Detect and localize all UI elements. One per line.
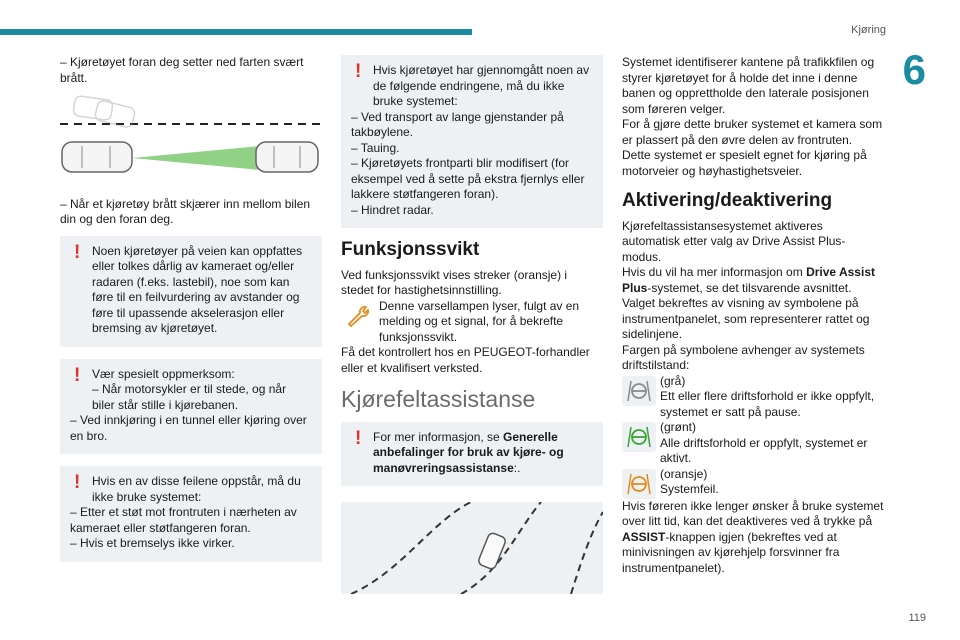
warning-text: – Etter et støt mot frontruten i nærheten av kameraet eller støtfangeren foran. — [70, 505, 297, 535]
page-number: 119 — [908, 612, 926, 624]
section-heading: Funksjonssvikt — [341, 239, 480, 260]
warning-icon: ! — [355, 61, 362, 82]
status-label: (grønt) — [660, 420, 696, 434]
header-accent-bar — [0, 29, 472, 35]
paragraph: For å gjøre dette bruker systemet et kamera som er plassert på den øvre delen av frontruten. — [622, 117, 883, 147]
warning-text: – Ved transport av lange gjenstander på takbøylene. — [351, 109, 564, 139]
paragraph: – Når et kjøretøy brått skjærer inn mellom bilen din og den foran deg. — [60, 196, 311, 226]
chapter-heading: Kjørefeltassistanse — [341, 386, 536, 412]
warning-icon: ! — [355, 427, 362, 449]
paragraph: Hvis du vil ha mer informasjon om Drive Assist Plus-systemet, se det tilsvarende avsnittet. — [622, 265, 875, 295]
warning-icon: ! — [74, 241, 81, 263]
info-box — [341, 422, 603, 487]
warning-text: Vær spesielt oppmerksom: — [92, 366, 235, 381]
status-label: (oransje) — [660, 466, 708, 481]
status-line-gray — [622, 374, 884, 421]
vehicle-braking-illustration — [60, 92, 322, 182]
status-line-green — [622, 420, 884, 467]
status-line-orange — [622, 467, 884, 499]
paragraph: Systemet identifiserer kantene på trafikkfilen og styrer kjøretøyet for å holde det inne i denne banen og opprettholde den laterale posisjonen som føreren velger. — [622, 55, 875, 116]
status-text: Alle driftsforhold er oppfylt, systemet er aktivt. — [660, 435, 868, 465]
paragraph: Få det kontrollert hos en PEUGEOT-forhandler eller et kvalifisert verksted. — [341, 345, 590, 375]
warning-box — [341, 55, 603, 228]
warning-text: – Ved innkjøring i en tunnel eller kjøring over en bro. — [70, 413, 307, 443]
warning-text: – Hvis et bremselys ikke virker. — [70, 536, 235, 550]
steering-wheel-icon — [622, 376, 656, 406]
warning-text: – Kjøretøyets frontparti blir modifisert (for eksempel ved å sette på ekstra fjernlys eller lakkere støtfangeren foran). — [351, 156, 585, 201]
info-text: For mer informasjon, se Generelle anbefalinger for bruk av kjøre- og manøvreringsassistanse:. — [373, 429, 564, 475]
wrench-icon — [341, 301, 375, 331]
warning-text: – Tauing. — [351, 140, 400, 155]
paragraph: Fargen på symbolene avhenger av systemets driftstilstand: — [622, 342, 865, 372]
warning-text: – Når motorsykler er til stede, og når biler står stille i kjørebanen. — [92, 382, 287, 412]
warning-icon: ! — [74, 364, 81, 386]
paragraph: Kjørefeltassistansesystemet aktiveres automatisk etter valg av Drive Assist Plus-modus. — [622, 218, 846, 264]
warning-text: Noen kjøretøyer på veien kan oppfattes eller tolkes dårlig av kameraet og/eller radaren (f.eks. lastebil), noe som kan føre til en feilvurdering av avstander og føre til upassende akselerasjon eller bremsing av kjøretøyet. — [92, 243, 303, 335]
column-1 — [60, 55, 322, 574]
warning-lamp-text: Denne varsellampen lyser, fulgt av en melding og et signal, for å bekrefte funksjonssvikt. — [379, 298, 580, 344]
paragraph: Hvis føreren ikke lenger ønsker å bruke systemet over litt tid, kan det deaktiveres ved å trykke på ASSIST-knappen igjen (bekreftes ved at minivisningen av kjørehjelp forsvinner fra instrumentpanelet). — [622, 498, 884, 575]
warning-icon: ! — [74, 472, 81, 493]
warning-box — [60, 236, 322, 347]
steering-wheel-icon — [622, 422, 656, 452]
lane-keeping-illustration — [341, 502, 603, 594]
warning-text: – Hindret radar. — [351, 202, 434, 217]
section-title: Kjøring — [851, 24, 886, 36]
column-2 — [341, 55, 603, 599]
warning-box — [60, 359, 322, 455]
column-3 — [622, 55, 884, 576]
warning-box — [60, 466, 322, 562]
status-label: (grå) — [660, 373, 686, 388]
paragraph: Dette systemet er spesielt egnet for kjøring på motorveier og høyhastighetsveier. — [622, 148, 867, 178]
paragraph: Ved funksjonssvikt vises streker (oransje) i stedet for hastighetsinnstilling. — [341, 267, 568, 297]
paragraph: – Kjøretøyet foran deg setter ned farten svært brått. — [60, 55, 304, 85]
warning-text: Hvis en av disse feilene oppstår, må du ikke bruke systemet: — [92, 474, 301, 504]
chapter-number: 6 — [902, 46, 926, 93]
status-text: Ett eller flere driftsforhold er ikke oppfylt, systemet er satt på pause. — [660, 389, 875, 419]
steering-wheel-icon — [622, 469, 656, 499]
warning-lamp-line — [341, 299, 603, 346]
status-text: Systemfeil. — [660, 482, 719, 496]
section-heading: Aktivering/deaktivering — [622, 190, 833, 211]
paragraph: Valget bekreftes av visning av symbolene på instrumentpanelet, som representerer rattet og sidelinjene. — [622, 296, 870, 341]
warning-text: Hvis kjøretøyet har gjennomgått noen av de følgende endringene, må du ikke bruke systemet: — [373, 63, 590, 108]
